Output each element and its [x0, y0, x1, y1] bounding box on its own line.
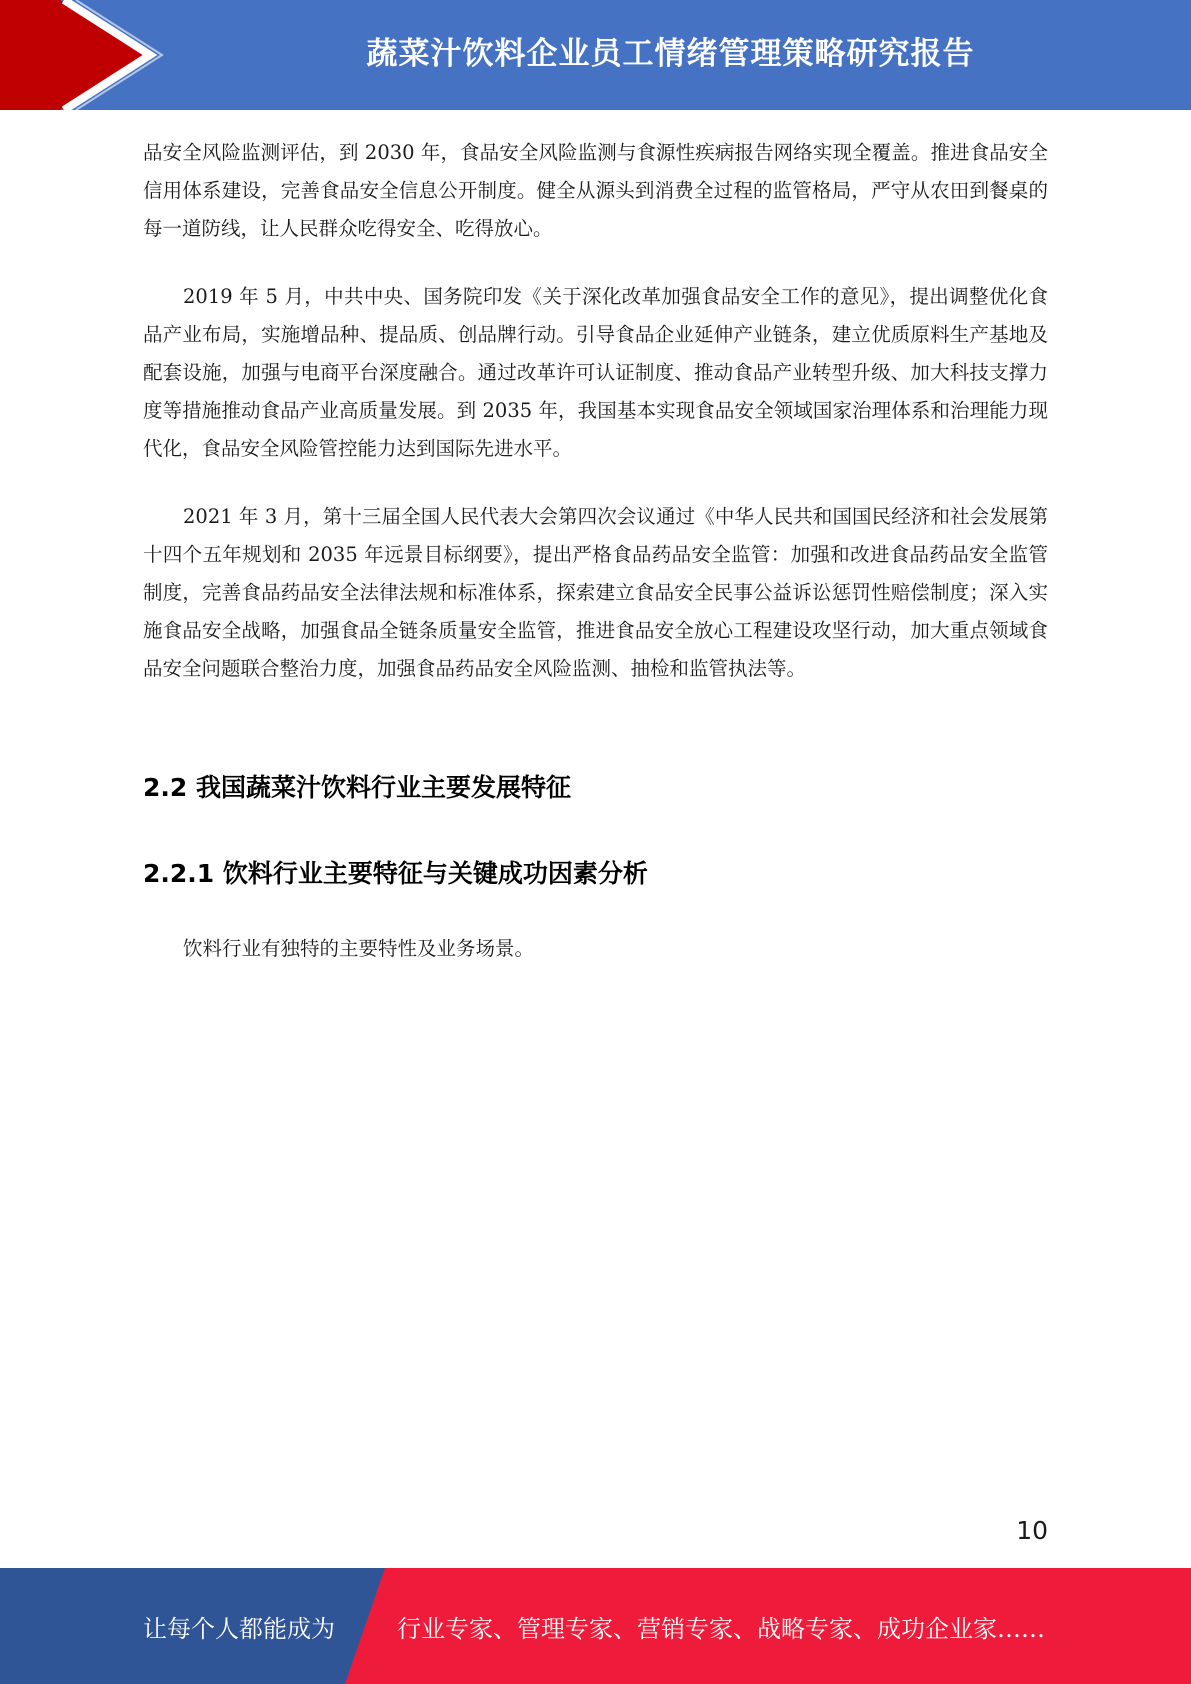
page-header: [0, 0, 1191, 110]
subsection-paragraph: 饮料行业有独特的主要特性及业务场景。: [183, 937, 535, 960]
page-body: [143, 134, 1048, 998]
footer-slogan-left: 让每个人都能成为: [143, 1614, 335, 1643]
subsection-heading: 2.2.1 饮料行业主要特征与关键成功因素分析: [143, 859, 648, 888]
body-paragraph-2: 2019 年 5 月，中共中央、国务院印发《关于深化改革加强食品安全工作的意见》，提出调整优化食品产业布局，实施增品种、提品质、创品牌行动。引导食品企业延伸产业链条，建立优质原料生产基地及配套设施，加强与电商平台深度融合。通过改革许可认证制度、推动食品产业转型升级、加大科技支撑力度等措施推动食品产业高质量发展。到 2035 年，我国基本实现食品安全领域国家治理体系和治理能力现代化，食品安全风险管控能力达到国际先进水平。: [143, 285, 1048, 460]
document-title: 蔬菜汁饮料企业员工情绪管理策略研究报告: [366, 35, 975, 72]
body-paragraph-3: 2021 年 3 月，第十三届全国人民代表大会第四次会议通过《中华人民共和国国民经济和社会发展第十四个五年规划和 2035 年远景目标纲要》，提出严格食品药品安全监管：加强和改进食品药品安全监管制度，完善食品药品安全法律法规和标准体系，探索建立食品安全民事公益诉讼惩罚性赔偿制度；深入实施食品安全战略，加强食品全链条质量安全监管，推进食品安全放心工程建设攻坚行动，加大重点领域食品安全问题联合整治力度，加强食品药品安全风险监测、抽检和监管执法等。: [143, 505, 1048, 680]
page-footer: [0, 1568, 1191, 1684]
body-paragraph-1: 品安全风险监测评估，到 2030 年，食品安全风险监测与食源性疾病报告网络实现全覆盖。推进食品安全信用体系建设，完善食品安全信息公开制度。健全从源头到消费全过程的监管格局，严守从农田到餐桌的每一道防线，让人民群众吃得安全、吃得放心。: [143, 141, 1048, 240]
section-heading: 2.2 我国蔬菜汁饮料行业主要发展特征: [143, 773, 571, 802]
footer-slogan-right: 行业专家、管理专家、营销专家、战略专家、成功企业家……: [397, 1614, 1045, 1643]
page-number: 10: [1016, 1516, 1048, 1545]
header-red-chevron: [0, 0, 150, 110]
